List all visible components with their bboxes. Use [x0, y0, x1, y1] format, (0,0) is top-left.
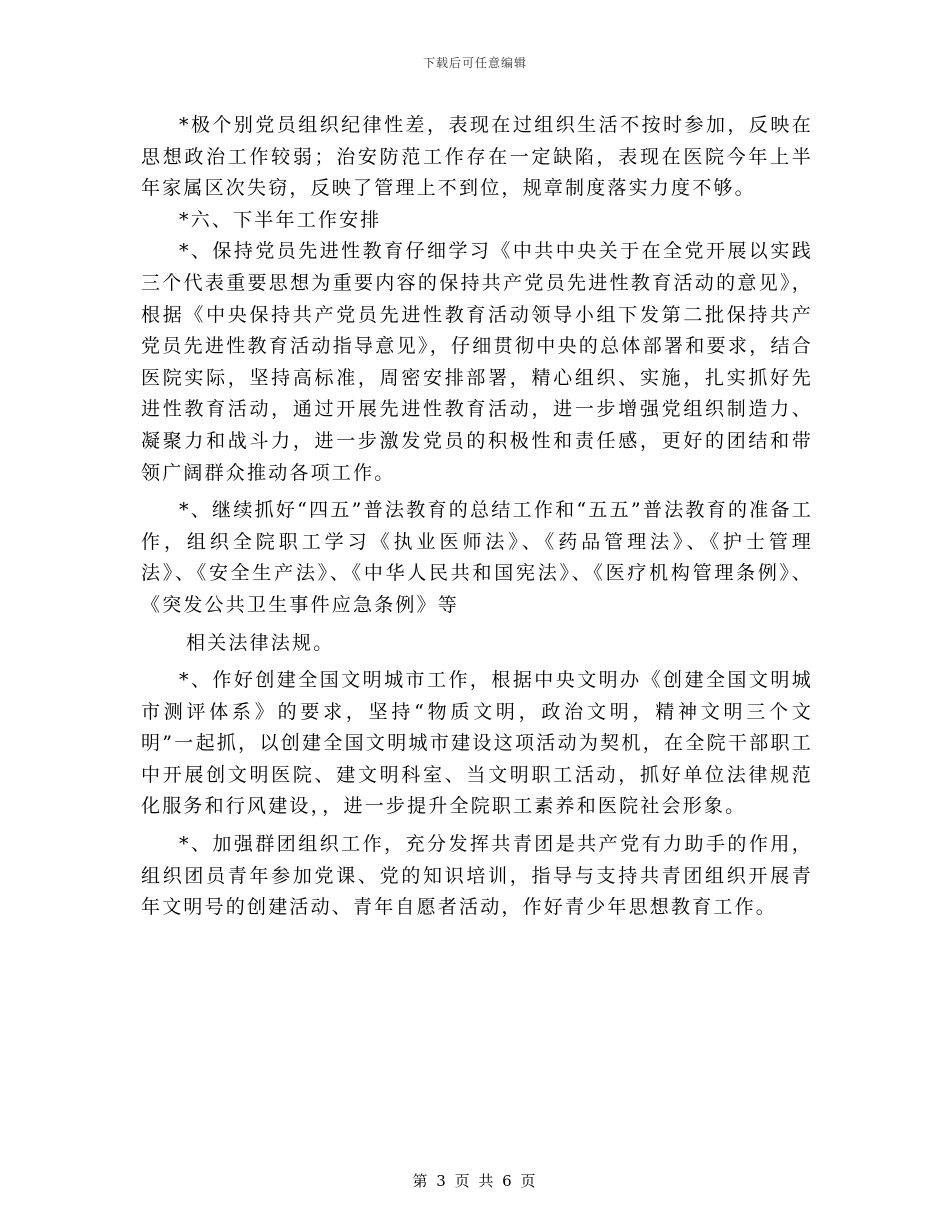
section-heading-plan: *六、下半年工作安排	[179, 208, 382, 231]
paragraph-civilized-city: *、作好创建全国文明城市工作，根据中央文明办《创建全国文明城市测评体系》的要求，坚持“物质文明，政治文明，精神文明三个文明”一起抓，以创建全国文明城市建设这项活动为契机，在全院干部职工中开展创文明医院、建文明科室、当文明职工活动，抓好单位法律规范化服务和行风建设，，进一步提升全院职工素养和医院社会形象。	[141, 669, 813, 818]
header-note: 下载后可任意编辑	[422, 56, 527, 70]
paragraph-youth-league: *、加强群团组织工作，充分发挥共青团是共产党有力助手的作用，组织团员青年参加党课、党的知识培训，指导与支持共青团组织开展青年文明号的创建活动、青年自愿者活动，作好青少年思想教育工作。	[141, 833, 813, 919]
paragraph-law-education: *、继续抓好“四五”普法教育的总结工作和“五五”普法教育的准备工作，组织全院职工学习《执业医师法》、《药品管理法》、《护士管理法》、《安全生产法》、《中华人民共和国宪法》、《医疗机构管理条例》、《突发公共卫生事件应急条例》等	[141, 499, 813, 616]
paragraph-law-continued: 相关法律法规。	[186, 631, 335, 654]
page-number: 第 3 页 共 6 页	[412, 1172, 538, 1190]
paragraph-party-education: *、保持党员先进性教育仔细学习《中共中央关于在全党开展以实践三个代表重要思想为重要内容的保持共产党员先进性教育活动的意见》，根据《中央保持共产党员先进性教育活动领导小组下发第二批保持共产党员先进性教育活动指导意见》，仔细贯彻中央的总体部署和要求，结合医院实际，坚持高标准，周密安排部署，精心组织、实施，扎实抓好先进性教育活动，通过开展先进性教育活动，进一步增强党组织制造力、凝聚力和战斗力，进一步激发党员的积极性和责任感，更好的团结和带领广阔群众推动各项工作。	[141, 240, 813, 484]
document-body	[141, 110, 813, 924]
paragraph-discipline-issues: *极个别党员组织纪律性差，表现在过组织生活不按时参加，反映在思想政治工作较弱；治安防范工作存在一定缺陷，表现在医院今年上半年家属区次失窃，反映了管理上不到位，规章制度落实力度不够。	[141, 114, 813, 200]
